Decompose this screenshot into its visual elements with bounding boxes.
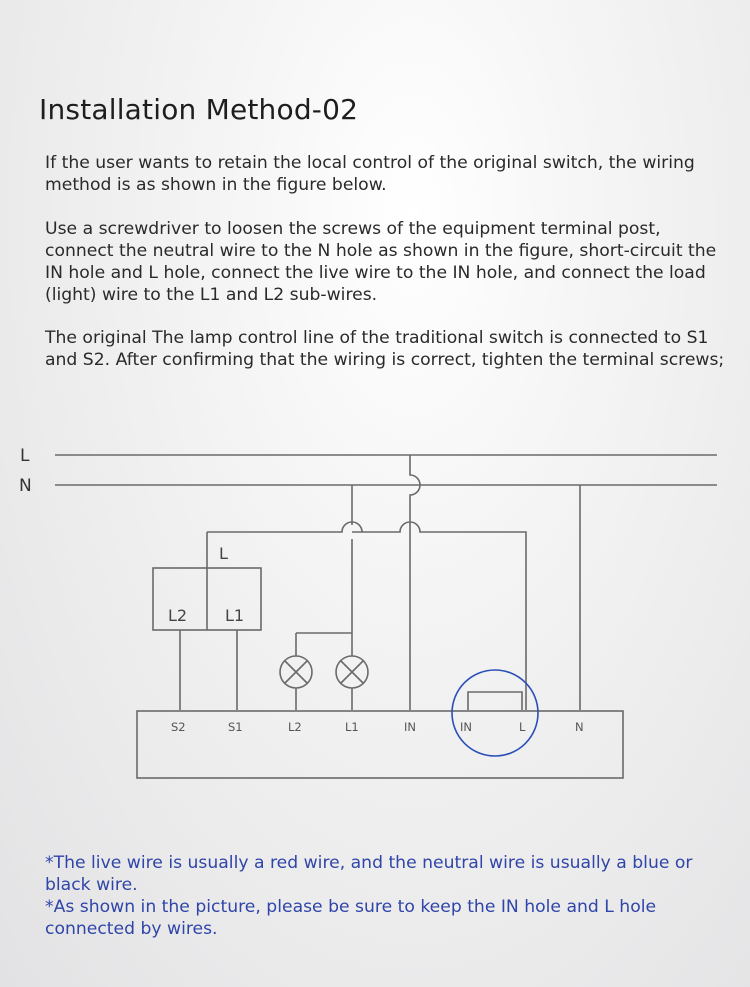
page-title: Installation Method-02 bbox=[39, 92, 359, 126]
live-drop-wire bbox=[410, 455, 420, 710]
intro-paragraph: If the user wants to retain the local control of the original switch, the wiring method is as shown in the figure below. bbox=[45, 153, 695, 195]
terminal-s2-label: S2 bbox=[171, 720, 186, 734]
terminal-in-label: IN bbox=[404, 720, 416, 734]
wiring-diagram bbox=[0, 430, 750, 810]
device-terminal-block bbox=[137, 711, 623, 778]
terminal-s1-label: S1 bbox=[228, 720, 243, 734]
terminal-l2-label: L2 bbox=[288, 720, 302, 734]
switch-l2-label: L2 bbox=[168, 606, 188, 625]
wiring-notes bbox=[45, 852, 725, 940]
switch-paragraph: The original The lamp control line of the traditional switch is connected to S1 and S2. After confirming that the wiring is correct, tighten the terminal screws; bbox=[45, 328, 725, 370]
note-wire-colors: *The live wire is usually a red wire, and the neutral wire is usually a blue or black wire. bbox=[45, 853, 693, 895]
switch-live-wire bbox=[207, 522, 362, 532]
terminal-n-label: N bbox=[575, 720, 584, 734]
switch-top-label: L bbox=[219, 544, 228, 563]
lamp-icon bbox=[336, 656, 368, 688]
wiring-diagram-svg bbox=[0, 430, 750, 810]
switch-l1-label: L1 bbox=[225, 606, 245, 625]
live-to-in-wire bbox=[352, 522, 526, 710]
note-jumper: *As shown in the picture, please be sure to keep the IN hole and L hole connected by wires. bbox=[45, 897, 657, 939]
terminal-l1-label: L1 bbox=[345, 720, 359, 734]
in-l-jumper-wire bbox=[468, 692, 522, 710]
terminal-in2-label: IN bbox=[460, 720, 472, 734]
wiring-paragraph: Use a screwdriver to loosen the screws of the equipment terminal post, connect the neutral wire to the N hole as shown in the figure, short-circuit the IN hole and L hole, connect the live wire to the IN hole, and connect the load (light) wire to the L1 and L2 sub-wires. bbox=[45, 219, 717, 305]
lamp-icon bbox=[280, 656, 312, 688]
neutral-line-label: N bbox=[19, 476, 32, 496]
live-line-label: L bbox=[20, 446, 30, 466]
highlight-circle bbox=[452, 670, 538, 756]
terminal-l-label: L bbox=[519, 720, 526, 734]
